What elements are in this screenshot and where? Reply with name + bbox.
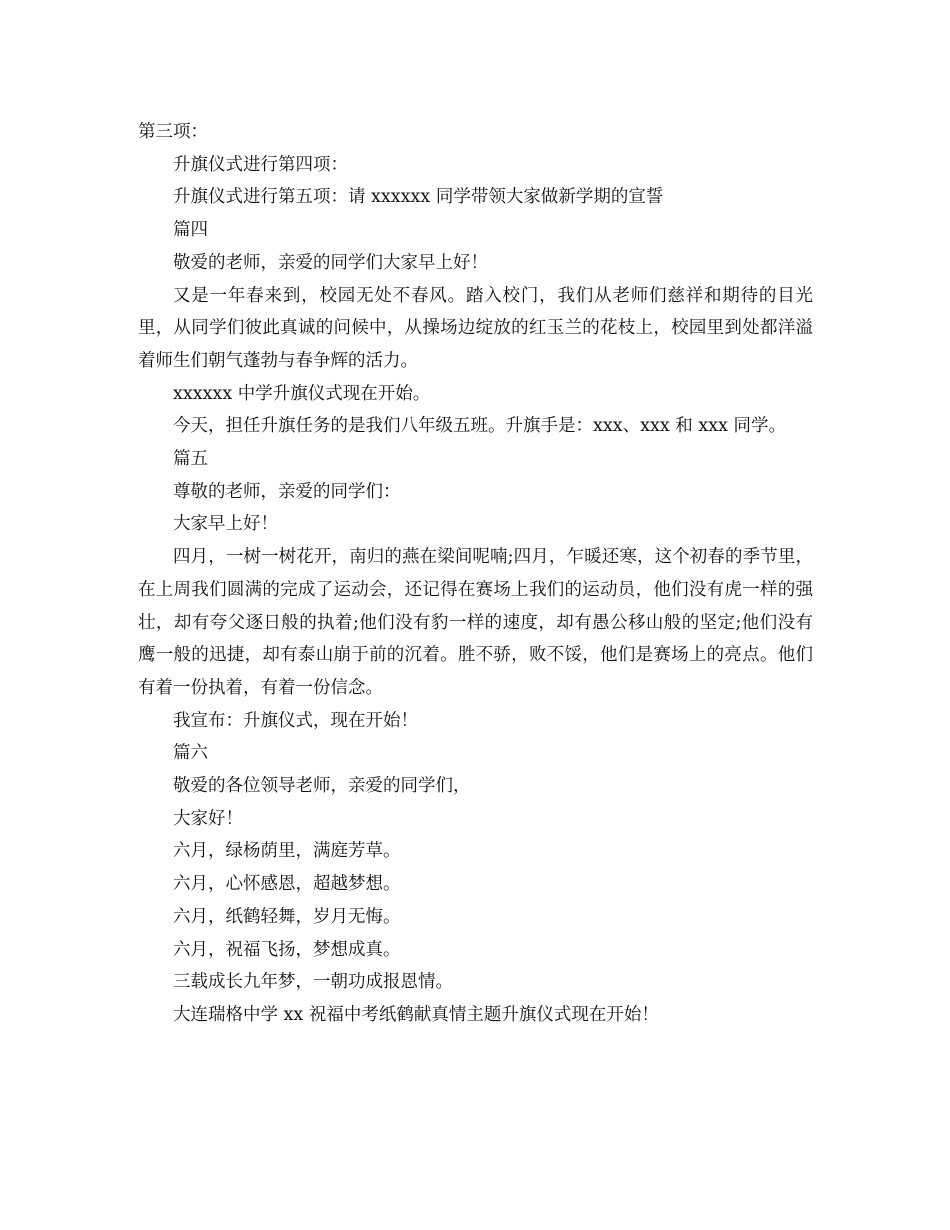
document-body xyxy=(138,116,813,1032)
paragraph-item-4: 升旗仪式进行第四项： xyxy=(173,154,348,175)
section-heading-6: 篇六 xyxy=(173,743,208,764)
june-line-1: 六月，绿杨荫里，满庭芳草。 xyxy=(173,841,401,862)
spring-paragraph: 又是一年春来到，校园无处不春风。踏入校门，我们从老师们慈祥和期待的目光里，从同学们彼此真诚的问候中，从操场边绽放的红玉兰的花枝上，校园里到处都洋溢着师生们朝气蓬勃与春争辉的活力。 xyxy=(138,285,813,371)
paragraph-item-5: 升旗仪式进行第五项：请 xxxxxx 同学带领大家做新学期的宣誓 xyxy=(173,187,664,208)
june-line-2: 六月，心怀感恩，超越梦想。 xyxy=(173,874,401,895)
hello-paragraph: 大家好！ xyxy=(173,808,243,829)
morning-greeting-paragraph: 大家早上好！ xyxy=(173,514,278,535)
june-line-3: 六月，纸鹤轻舞，岁月无悔。 xyxy=(173,906,401,927)
salutation-paragraph: 尊敬的老师，亲爱的同学们： xyxy=(173,481,401,502)
paragraph-item-3: 第三项： xyxy=(138,122,208,142)
section-heading-4: 篇四 xyxy=(173,220,208,241)
announcement-paragraph: 我宣布：升旗仪式，现在开始！ xyxy=(173,710,418,731)
closing-paragraph: 大连瑞格中学 xx 祝福中考纸鹤献真情主题升旗仪式现在开始！ xyxy=(173,1004,659,1025)
june-line-4: 六月，祝福飞扬，梦想成真。 xyxy=(173,939,401,960)
greeting-paragraph: 敬爱的老师，亲爱的同学们大家早上好！ xyxy=(173,252,488,273)
flag-bearers-paragraph: 今天，担任升旗任务的是我们八年级五班。升旗手是：xxx、xxx 和 xxx 同学。 xyxy=(173,416,787,437)
opening-paragraph: xxxxxx 中学升旗仪式现在开始。 xyxy=(173,383,431,404)
growth-line: 三载成长九年梦，一朝功成报恩情。 xyxy=(173,972,453,993)
section-heading-5: 篇五 xyxy=(173,449,208,470)
leaders-salutation-paragraph: 敬爱的各位领导老师，亲爱的同学们， xyxy=(173,776,471,797)
april-paragraph: 四月，一树一树花开，南归的燕在梁间呢喃;四月，乍暖还寒，这个初春的季节里，在上周我们圆满的完成了运动会，还记得在赛场上我们的运动员，他们没有虎一样的强壮，却有夸父逐日般的执着;他们没有豹一样的速度，却有愚公移山般的坚定;他们没有鹰一般的迅捷，却有泰山崩于前的沉着。胜不骄，败不馁，他们是赛场上的亮点。他们有着一份执着，有着一份信念。 xyxy=(138,547,813,698)
